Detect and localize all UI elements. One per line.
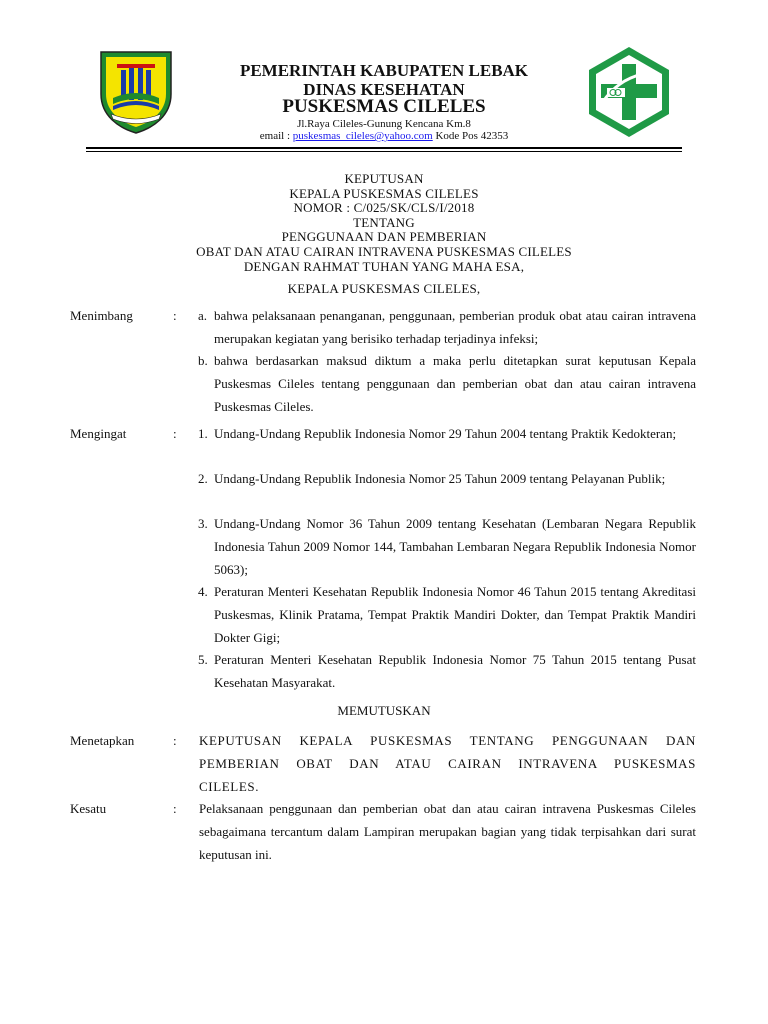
memutuskan-heading: MEMUTUSKAN: [337, 703, 431, 718]
list-item: [198, 580, 696, 649]
item-text: bahwa pelaksanaan penanganan, penggunaan, pemberian produk obat atau cairan intravena merupakan kegiatan yang berisiko terhadap terjadinya infeksi;: [214, 308, 696, 346]
title-subject-1: PENGGUNAAN DAN PEMBERIAN: [281, 229, 487, 245]
postal-code: Kode Pos 42353: [432, 130, 509, 142]
letterhead-rule-thick: [86, 147, 682, 149]
decree-title: [0, 172, 768, 297]
letterhead-rule-thin: [86, 151, 682, 152]
list-item: [198, 467, 696, 490]
list-item: [198, 349, 696, 418]
puskesmas-logo: [585, 44, 673, 139]
item-number: a.: [198, 308, 208, 323]
institution-name: PUSKESMAS CILELES: [282, 96, 486, 117]
list-item: [198, 512, 696, 581]
title-keputusan: KEPUTUSAN: [344, 171, 424, 186]
item-number: 1.: [198, 426, 208, 441]
letterhead: [0, 0, 768, 150]
title-office: KEPALA PUSKESMAS CILELES: [289, 185, 479, 201]
item-text: Undang-Undang Republik Indonesia Nomor 25 Tahun 2009 tentang Pelayanan Publik;: [214, 471, 666, 486]
department-name: DINAS KESEHATAN: [303, 80, 465, 99]
email-label: email :: [259, 130, 293, 142]
item-text: Undang-Undang Republik Indonesia Nomor 29 Tahun 2004 tentang Praktik Kedokteran;: [214, 426, 677, 441]
address: Jl.Raya Cileles-Gunung Kencana Km.8: [297, 118, 471, 130]
title-tentang: TENTANG: [353, 214, 415, 230]
menetapkan-label: Menetapkan: [70, 733, 135, 748]
item-text: Undang-Undang Nomor 36 Tahun 2009 tentang Kesehatan (Lembaran Negara Republik Indonesia Tahun 2009 Nomor 144, Tambahan Lembaran Negara Republik Indonesia Nomor 5063);: [214, 516, 696, 577]
email-link[interactable]: puskesmas_cileles@yahoo.com: [292, 130, 433, 142]
item-number: 4.: [198, 584, 208, 599]
title-blessing: DENGAN RAHMAT TUHAN YANG MAHA ESA,: [243, 258, 525, 274]
item-number: b.: [198, 353, 208, 368]
title-signatory: KEPALA PUSKESMAS CILELES,: [287, 281, 481, 297]
regency-coat-of-arms-logo: [95, 48, 177, 134]
government-name: PEMERINTAH KABUPATEN LEBAK: [239, 61, 529, 80]
list-item: [198, 422, 696, 445]
menimbang-colon: :: [173, 308, 177, 323]
kesatu-text: Pelaksanaan penggunaan dan pemberian obat dan atau cairan intravena Puskesmas Cileles sebagaimana tercantum dalam Lampiran merupakan bagian yang tidak terpisahkan dari surat keputusan ini.: [199, 801, 696, 862]
mengingat-label: Mengingat: [70, 426, 127, 441]
title-number: NOMOR : C/025/SK/CLS/I/2018: [293, 200, 475, 216]
menimbang-label: Menimbang: [70, 308, 133, 323]
mengingat-colon: :: [173, 426, 177, 441]
menetapkan-colon: :: [173, 733, 177, 748]
kesatu-label: Kesatu: [70, 801, 107, 816]
item-number: 2.: [198, 471, 208, 486]
title-subject-2: OBAT DAN ATAU CAIRAN INTRAVENA PUSKESMAS CILELES: [196, 243, 572, 259]
menetapkan-text: KEPUTUSAN KEPALA PUSKESMAS TENTANG PENGGUNAAN DAN PEMBERIAN OBAT DAN ATAU CAIRAN INTRAVENA PUSKESMAS CILELES.: [199, 733, 696, 794]
item-text: Peraturan Menteri Kesehatan Republik Indonesia Nomor 46 Tahun 2015 tentang Akreditasi Puskesmas, Klinik Pratama, Tempat Praktik Mandiri Dokter, dan Tempat Praktik Mandiri Dokter Gigi;: [214, 584, 696, 645]
item-text: Peraturan Menteri Kesehatan Republik Indonesia Nomor 75 Tahun 2015 tentang Pusat Kesehatan Masyarakat.: [214, 652, 696, 690]
item-text: bahwa berdasarkan maksud diktum a maka perlu ditetapkan surat keputusan Kepala Puskesmas Cileles tentang penggunaan dan pemberian obat dan atau cairan intravena Puskesmas Cileles.: [214, 353, 696, 414]
kesatu-colon: :: [173, 801, 177, 816]
contact-line: [180, 130, 588, 143]
item-number: 5.: [198, 652, 208, 667]
item-number: 3.: [198, 516, 208, 531]
list-item: [198, 304, 696, 350]
list-item: [198, 648, 696, 694]
